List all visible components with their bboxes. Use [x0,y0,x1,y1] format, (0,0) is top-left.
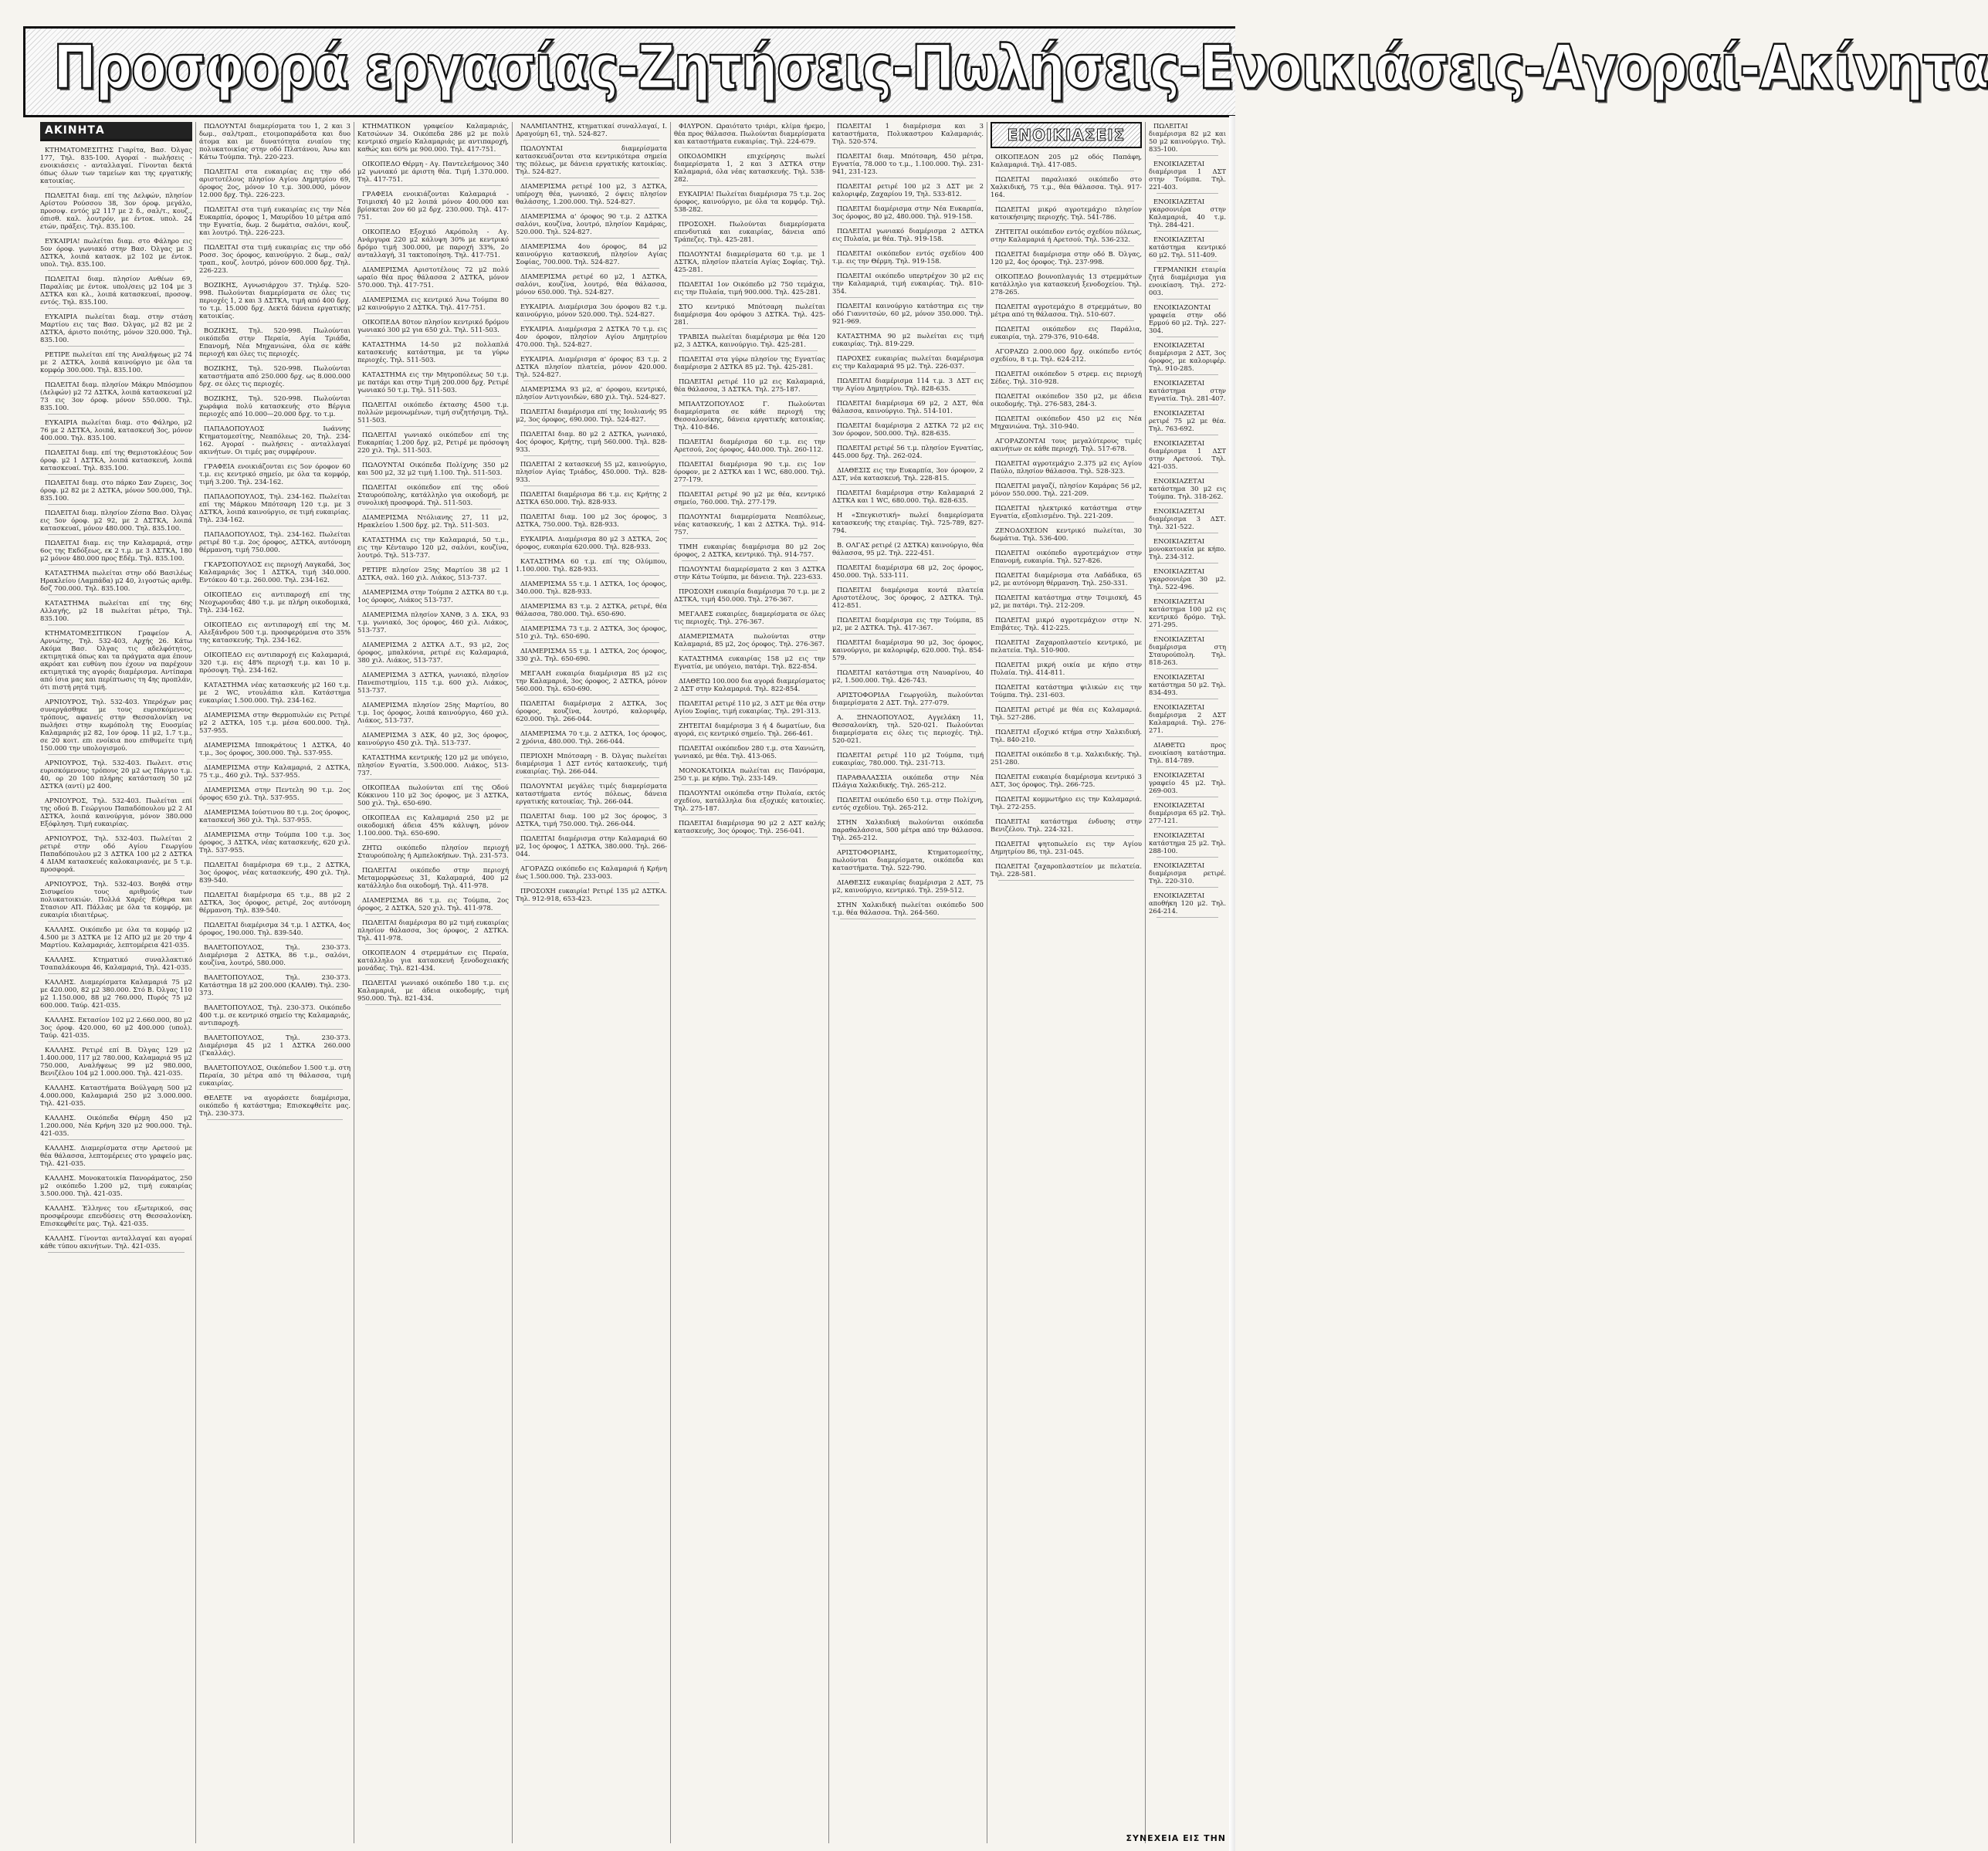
classified-ad: ΕΝΟΙΚΙΑΖΕΤΑΙ γκαρσονιέρα 30 μ2. Τηλ. 522-496. [1149,567,1226,594]
classified-ad: ΤΙΜΗ ευκαιρίας διαμέρισμα 80 μ2 2ος όροφος, 2 ΔΣΤΚΑ, κεντρικό. Τηλ. 914-757. [674,543,825,561]
classified-ad: ΠΩΛΕΙΤΑΙ 2 κατασκευή 55 μ2, καινούργιο, πλησίον Αγίας Τριάδος, 450.000. Τηλ. 828-933. [516,460,667,486]
ad-list [832,122,984,919]
classified-ad: ΚΑΤΑΣΤΗΜΑ πωλείται επί της 6ης Αλλαγής, μ2 18 πωλείται μέτρο, Τηλ. 835.100. [40,599,192,625]
classified-ad: ΔΙΑΜΕΡΙΣΜΑ Αριστοτέλους 72 μ2 πολύ ωραίο θέα προς θάλασσα 2 ΔΣΤΚΑ, μόνον 570.000. Τηλ. 417-751. [357,266,509,292]
classified-ad: ΠΩΛΕΙΤΑΙ διαμέρισμα εις την Τούμπα, 85 μ2, με 2 ΔΣΤΚΑ. Τηλ. 417-367. [832,616,984,634]
classified-ad: ΟΙΚΟΠΕΔΟ Εξοχικό Ακρόπολη - Αγ. Ανάργυρα 220 μ2 κάλυψη 30% με κεντρικό δρόμο τιμή 300.000, με παροχή 33%, 2ο ανταλλαγή, 31 τακτοποίηση. Τηλ. 417-751. [357,228,509,262]
ad-list [674,122,825,838]
classified-ad: ΜΟΝΟΚΑΤΟΙΚΙΑ πωλείται εις Πανόραμα, 250 τ.μ. με κήπο. Τηλ. 233-149. [674,766,825,785]
classified-ad: ΚΑΛΛΗΣ. Διαμερίσματα Καλαμαριά 75 μ2 με 420.000, 82 μ2 380.000. Στό Β. Όλγας 110 μ2 1.150.000, 88 μ2 760.000, Πυρός 75 μ2 600.000. Ταύρ. 421-035. [40,978,192,1012]
classified-ad: ΚΑΛΛΗΣ. Κτηματικό συναλλακτικό Τσαπαλάκουρα 46, Καλαμαριά, Τηλ. 421-035. [40,956,192,974]
classified-ad: ΕΥΚΑΙΡΙΑ. Διαμέρισμα 3ου όροφου 82 τ.μ. καινούργιο, μόνον 520.000. Τηλ. 524-827. [516,303,667,321]
classified-ad: ΔΙΑΜΕΡΙΣΜΑ στην Τούμπα 2 ΔΣΤΚΑ 80 τ.μ. 1ος όροφος, Λιάκος 513-737. [357,588,509,607]
classified-ad: ΚΑΛΛΗΣ. Γίνονται ανταλλαγαί και αγοραί κάθε τύπου ακινήτων. Τηλ. 421-035. [40,1234,192,1253]
ad-list [357,122,509,1005]
classified-ad: ΠΩΛΕΙΤΑΙ διαμ. 100 μ2 3ος όροφος, 3 ΔΣΤΚΑ, 750.000. Τηλ. 828-933. [516,513,667,531]
classified-ad: ΠΩΛΟΥΝΤΑΙ διαμερίσματα 2 και 3 ΔΣΤΚΑ στην Κάτω Τούμπα, με δάνεια. Τηλ. 223-633. [674,565,825,584]
classified-ad: ΔΙΑΜΕΡΙΣΜΑ πλησίον ΧΑΝΘ, 3 Δ. ΣΚΑ, 93 τ.μ. γωνιακό, 3ος όροφος, 460 χιλ. Λιάκος, 513-737. [357,611,509,637]
classified-ad: ΟΙΚΟΠΕΔΟ βουνοπλαγιάς 13 στρεμμάτων κατάλληλο για κατασκευή ξενοδοχείου. Τηλ. 278-265. [991,272,1142,299]
classified-ad: ΠΩΛΕΙΤΑΙ διαμέρισμα 68 μ2, 2ος όροφος, 450.000. Τηλ. 533-111. [832,563,984,582]
classified-ad: ΠΩΛΕΙΤΑΙ οικόπεδον 450 μ2 εις Νέα Μηχανιώνα. Τηλ. 310-940. [991,415,1142,433]
classified-ad: ΠΩΛΕΙΤΑΙ οικόπεδον επί της οδού Σταυρούπολης, κατάλληλο για οικοδομή, με συνολική προσφορά. Τηλ. 511-503. [357,483,509,509]
classified-ad: ΠΩΛΟΥΝΤΑΙ διαμερίσματα κατασκευάζονται στα κεντρικότερα σημεία της πόλεως, με δάνεια εργατικής κατοικίας. Τηλ. 524-827. [516,144,667,178]
section-header-akinita: ΑΚΙΝΗΤΑ [40,122,192,141]
classified-ad: ΟΙΚΟΠΕΔΟ Θέρμη - Αγ. Παντελεήμονος 340 μ2 γωνιακό με άριστη θέα. Τιμή 1.370.000. Τηλ. 417-751. [357,160,509,186]
classified-ad: ΚΤΗΜΑΤΟΜΕΣΙΤΗΣ Γιαρίτα, Βασ. Όλγας 177, Τηλ. 835-100. Αγοραί - πωλήσεις - ενοικιάσεις - ανταλλαγαί. Γίνονται δεκτά όπως όλων των ταμείων και της εργατικής κατοικίας. [40,146,192,188]
classified-columns [37,122,1229,1843]
classified-ad: ΕΝΟΙΚΙΑΖΕΤΑΙ διαμέρισμα 2 ΔΣΤ, 3ος όροφος, με καλοριφέρ. Τηλ. 910-285. [1149,341,1226,375]
classified-ad: ΕΝΟΙΚΙΑΖΕΤΑΙ κατάστημα στην Εγνατία. Τηλ. 281-407. [1149,379,1226,405]
classified-ad: ΚΤΗΜΑΤΙΚΟΝ γραφείον Καλαμαριάς, Κατσώνων 34. Οικόπεδα 286 μ2 με πολύ κεντρικό σημείο Καλαμαριάς με αντιπαροχή, καθώς και 60% με 900.000. Τηλ. 417-751. [357,122,509,156]
continued-notice: ΣΥΝΕΧΕΙΑ ΕΙΣ ΤΗΝ [1126,1833,1226,1843]
classified-ad: ΠΩΛΟΥΝΤΑΙ οικόπεδα στην Πυλαία, εκτός σχεδίου, κατάλληλα δια εξοχικές κατοικίες. Τηλ. 275-187. [674,789,825,815]
classified-ad: ΚΑΛΛΗΣ. Οικόπεδο με όλα τα κομφόρ μ2 4.500 με 3 ΔΣΤΚΑ με 12 ΑΠΟ μ2 με 20 την 4 Μαρτίου. Καλαμαριάς, λεπτομέρεια 421-035. [40,926,192,952]
column-1 [37,122,195,1843]
classified-ad: ΔΙΑΜΕΡΙΣΜΑΤΑ πωλούνται στην Καλαμαριά, 85 μ2, 2ος όροφος. Τηλ. 276-367. [674,632,825,651]
ad-list [1149,122,1226,918]
classified-ad: ΕΝΟΙΚΙΑΖΕΤΑΙ αποθήκη 120 μ2. Τηλ. 264-214. [1149,892,1226,918]
classified-ad: ΔΙΑΜΕΡΙΣΜΑ στην Πεντελη 90 τ.μ. 2ος όροφος 650 χιλ. Τηλ. 537-955. [199,786,351,804]
classified-ad: ΠΩΛΕΙΤΑΙ διαμέρισμα στην Καλαμαριά 2 ΔΣΤΚΑ και 1 WC, 680.000. Τηλ. 828-635. [832,489,984,507]
classified-ad: ΘΕΛΕΤΕ να αγοράσετε διαμέρισμα, οικόπεδο ή κατάστημα; Επισκεφθείτε μας. Τηλ. 230-373. [199,1094,351,1120]
classified-ad: ΔΙΑΜΕΡΙΣΜΑ ρετιρέ 100 μ2, 3 ΔΣΤΚΑ, υπέροχη θέα, γωνιακό, 2 όψεις πλησίον θαλάσσης, 1.200.000. Τηλ. 524-827. [516,182,667,208]
classified-ad: ΠΩΛΕΙΤΑΙ αγροτεμάχιο 8 στρεμμάτων, 80 μέτρα από τη θάλασσα. Τηλ. 510-607. [991,303,1142,321]
classified-ad: ΠΩΛΕΙΤΑΙ διαμ. 80 μ2 2 ΔΣΤΚΑ, γωνιακό, 4ος όροφος, Κρήτης, τιμή 560.000. Τηλ. 828-933. [516,430,667,456]
classified-ad: ΕΥΚΑΙΡΙΑ! πωλείται διαμ. στο Φάληρο εις 5ον όροφ. γωνιακό στην Βασ. Όλγας με 3 ΔΣΤΚΑ, λοιπά κατασκ. μ2 102 με έντοκ. υπολ. Τηλ. 835.100. [40,237,192,271]
classified-ad: ΠΩΛΕΙΤΑΙ μικρό αγροτεμάχιον στην Ν. Επιβάτες. Τηλ. 412-225. [991,616,1142,634]
classified-ad: ΠΩΛΕΙΤΑΙ μικρή οικία με κήπο στην Πυλαία. Τηλ. 414-811. [991,661,1142,679]
classified-ad: ΔΙΑΜΕΡΙΣΜΑ 2 ΔΣΤΚΑ Δ.Τ., 93 μ2, 2ος όροφος, μπαλκόνια, ρετιρέ εις Καλαμαριά, 380 χιλ. Λιάκος, 513-737. [357,641,509,667]
classified-ad: ΜΠΑΛΤΖΟΠΟΥΛΟΣ Γ. Πωλούνται διαμερίσματα σε κάθε περιοχή της Θεσσαλονίκης, δάνεια εργατικής κατοικίας. Τηλ. 410-846. [674,400,825,434]
classified-ad: ΠΩΛΕΙΤΑΙ καινούργιο κατάστημα εις την οδό Γιαννιτσών, 60 μ2, μόνον 350.000. Τηλ. 921-969. [832,302,984,328]
classified-ad: ΒΟΖΙΚΗΣ, Τηλ. 520-998. Πωλούνται οικόπεδα στην Περαία, Αγία Τριάδα, Επανομή, Νέα Μηχανιώνα, όλα σε κάθε περιοχή και όλες τις περιοχές. [199,327,351,360]
classified-ad: ΠΩΛΕΙΤΑΙ οικόπεδο 8 τ.μ. Χαλκιδικής. Τηλ. 251-280. [991,750,1142,769]
column-2 [195,122,354,1843]
classified-ad: ΠΩΛΕΙΤΑΙ διαμέρισμα 69 τ.μ., 2 ΔΣΤΚΑ, 3ος όροφος, νέας κατασκευής, 490 χιλ. Τηλ. 839-540. [199,861,351,887]
classified-ad: ΠΩΛΕΙΤΑΙ εξοχικό κτήμα στην Χαλκιδική. Τηλ. 840-210. [991,728,1142,746]
classified-ad: ΠΩΛΕΙΤΑΙ κατάστημα ένδυσης στην Βενιζέλου. Τηλ. 224-321. [991,817,1142,836]
column-3 [354,122,512,1843]
classified-ad: ΠΕΡΙΟΧΗ Μπότσαρη - Β. Όλγας πωλείται διαμέρισμα 1 ΔΣΤ εντός κατασκευής, τιμή ευκαιρίας. Τηλ. 266-044. [516,752,667,778]
classified-ad: ΠΑΠΑΔΟΠΟΥΛΟΣ, Τηλ. 234-162. Πωλείται ρετιρέ 80 τ.μ. 2ος όροφος, ΔΣΤΚΑ, αυτόνομη θέρμανση, τιμή 750.000. [199,530,351,557]
classified-ad: ΠΩΛΕΙΤΑΙ διαμέρισμα 69 μ2, 2 ΔΣΤ, θέα θάλασσα, καινούργιο. Τηλ. 514-101. [832,399,984,418]
classified-ad: ΔΙΑΜΕΡΙΣΜΑ 93 μ2, α' όροφου, κεντρικό, πλησίον Αντιγονιδών, 680 χιλ. Τηλ. 524-827. [516,385,667,404]
classified-ad: ΕΝΟΙΚΙΑΖΕΤΑΙ μονοκατοικία με κήπο. Τηλ. 234-312. [1149,537,1226,563]
classified-ad: ΑΓΟΡΑΖΩ οικόπεδο εις Καλαμαριά ή Κρήνη έως 1.500.000. Τηλ. 233-003. [516,865,667,883]
section-header-enoikiaseis: ΕΝΟΙΚΙΑΣΕΙΣ [991,122,1142,148]
classified-ad: ΠΩΛΕΙΤΑΙ στα τιμή ευκαιρίας εις την Νέα Ευκαρπία, όροφος 1, Μαυρίδου 10 μέτρα από την Εγνατία, δωμ. 2 δωμάτια, σαλόνι, κουζ. και λουτρό. Τηλ. 226-223. [199,205,351,239]
classified-ad: ΠΩΛΕΙΤΑΙ γωνιακό διαμέρισμα 2 ΔΣΤΚΑ εις Πυλαία, με θέα. Τηλ. 919-158. [832,227,984,245]
classified-ad: ΔΙΑΜΕΡΙΣΜΑ Ιπποκράτους 1 ΔΣΤΚΑ, 40 τ.μ., 3ος όροφος, 300.000. Τηλ. 537-955. [199,741,351,760]
classified-ad: ΠΡΟΣΟΧΗ ευκαιρία! Ρετιρέ 135 μ2 ΔΣΤΚΑ. Τηλ. 912-918, 653-423. [516,887,667,905]
classified-ad: ΠΩΛΕΙΤΑΙ διαμέρισμα κοντά πλατεία Αριστοτέλους, 3ος όροφος, 2 ΔΣΤΚΑ. Τηλ. 412-851. [832,586,984,612]
classified-ad: ΠΩΛΕΙΤΑΙ διαμέρισμα 90 μ2 2 ΔΣΤ καλής κατασκευής, 3ος όροφος. Τηλ. 256-041. [674,819,825,838]
classified-ad: ΓΡΑΦΕΙΑ ενοικιάζονται εις 5ον όροφον 60 τ.μ. εις κεντρικό σημείο, με όλα τα κομφόρ, τιμή 3.200. Τηλ. 234-162. [199,462,351,489]
classified-ad: ΑΓΟΡΑΖΩ 2.000.000 δρχ. οικόπεδο εντός σχεδίου, 8 τ.μ. Τηλ. 624-212. [991,347,1142,366]
classified-ad: ΠΩΛΕΙΤΑΙ διαμέρισμα στην οδό Β. Όλγας, 120 μ2, 4ος όροφος. Τηλ. 237-998. [991,250,1142,269]
classified-ad: ΠΩΛΕΙΤΑΙ μαγαζί, πλησίον Καμάρας 56 μ2, μόνον 550.000. Τηλ. 221-209. [991,482,1142,500]
classified-ad: ΟΙΚΟΠΕΔΟΝ 205 μ2 οδός Παπάφη, Καλαμαριά. Τηλ. 417-085. [991,153,1142,171]
classified-ad: ΠΩΛΕΙΤΑΙ κομμωτήριο εις την Καλαμαριά. Τηλ. 272-255. [991,795,1142,814]
classified-ad: ΕΝΟΙΚΙΑΖΕΤΑΙ διαμέρισμα 1 ΔΣΤ στην Αρετσού. Τηλ. 421-035. [1149,439,1226,473]
classified-ad: ΠΩΛΟΥΝΤΑΙ διαμερίσματα 60 τ.μ. με 1 ΔΣΤΚΑ, πλησίον πλατεία Αγίας Σοφίας. Τηλ. 425-281. [674,250,825,276]
classified-ad: ΚΑΤΑΣΤΗΜΑ ευκαιρίας 158 μ2 εις την Εγνατία, με υπόγειο, πατάρι. Τηλ. 822-854. [674,655,825,673]
classified-ad: ΠΩΛΕΙΤΑΙ ρετιρέ 110 μ2 εις Καλαμαριά, θέα θάλασσα, 3 ΔΣΤΚΑ. Τηλ. 275-187. [674,377,825,396]
classified-ad: ΔΙΑΘΕΣΙΣ εις την Ευκαρπία, 3ον όροφον, 2 ΔΣΤ, νέα κατασκευή. Τηλ. 228-815. [832,466,984,485]
classified-ad: ΟΙΚΟΠΕΔΑ πωλούνται επί της Οδού Κόκκινου 110 μ2 3ος όροφος, με 3 ΔΣΤΚΑ, 500 χιλ. Τηλ. 650-690. [357,783,509,810]
classified-ad: ΚΑΛΛΗΣ. Μονοκατοικία Πανοράματος, 250 μ2 οικόπεδο 1.200 μ2, τιμή ευκαιρίας 3.500.000. Τηλ. 421-035. [40,1174,192,1200]
classified-ad: ΖΕΝΟΔΟΧΕΙΟΝ κεντρικό πωλείται, 30 δωμάτια. Τηλ. 536-400. [991,526,1142,545]
classified-ad: ΠΩΛΕΙΤΑΙ διαμ. εις την Καλαμαριά, στην 6ος της Εκδόξεως, εκ 2 τ.μ. με 3 ΔΣΤΚΑ, 180 μ2 μόνον 480.000 προς Εδέμ. Τηλ. 835.100. [40,539,192,565]
classified-ad: ΔΙΑΜΕΡΙΣΜΑ 4ου όροφος, 84 μ2 καινούργιο κατασκευή, πλησίον Αγίας Σοφίας, 700.000. Τηλ. 524-827. [516,242,667,269]
classified-ad: ΠΩΛΕΙΤΑΙ διαμ. Μπότσαρη, 450 μέτρα, Εγνατία, 78.000 το τ.μ., 1.100.000. Τηλ. 231-941, 231-123. [832,152,984,178]
classified-ad: ΠΩΛΕΙΤΑΙ οικόπεδον 350 μ2, με άδεια οικοδομής. Τηλ. 276-583, 284-3. [991,392,1142,411]
classified-ad: ΕΝΟΙΚΙΑΖΕΤΑΙ γκαρσονιέρα στην Καλαμαριά, 40 τ.μ. Τηλ. 284-421. [1149,198,1226,232]
classified-ad: ΠΩΛΕΙΤΑΙ οικόπεδο στην περιοχή Μεταμορφώσεως 31, Καλαμαριά, 400 μ2 κατάλληλο δια οικοδομή. Τηλ. 411-978. [357,866,509,892]
classified-ad: ΜΕΓΑΛΕΣ ευκαιρίες, διαμερίσματα σε όλες τις περιοχές. Τηλ. 276-367. [674,610,825,628]
classified-ad: ΠΑΡΟΧΕΣ ευκαιρίας πωλείται διαμέρισμα εις την Καλαμαριά 95 μ2. Τηλ. 226-037. [832,354,984,373]
column-6 [828,122,987,1843]
classified-ad: ΔΙΑΜΕΡΙΣΜΑ Ντόλιανης 27, 11 μ2, Ηρακλείου 1.500 δρχ. μ2. Τηλ. 511-503. [357,513,509,532]
classified-ad: ΠΩΛΕΙΤΑΙ διαμέρισμα 2 ΔΣΤΚΑ, 3ος όροφος, κουζίνα, λουτρό, καλοριφέρ, 620.000. Τηλ. 266-044. [516,699,667,726]
classified-ad: ΒΟΖΙΚΗΣ, Τηλ. 520-998. Πωλούνται καταστήματα από 250.000 δρχ. ως 8.000.000 δρχ. σε όλες τις περιοχές. [199,364,351,391]
column-4 [512,122,670,1843]
classified-ad: ΖΗΤΕΙΤΑΙ οικόπεδον εντός σχεδίου πόλεως, στην Καλαμαριά ή Αρετσού. Τηλ. 536-232. [991,228,1142,246]
classified-ad: ΔΙΑΜΕΡΙΣΜΑ 83 τ.μ. 2 ΔΣΤΚΑ, ρετιρέ, θέα θάλασσα, 780.000. Τηλ. 650-690. [516,602,667,621]
classified-ad: ΕΝΟΙΚΙΑΖΟΝΤΑΙ γραφεία στην οδό Ερμού 60 μ2. Τηλ. 227-304. [1149,303,1226,337]
classified-ad: ΚΑΤΑΣΤΗΜΑ εις την Μητροπόλεως 50 τ.μ. με πατάρι και στην Τιμή 200.000 δρχ. Ρετιρέ γωνιακό 50 τ.μ. Τηλ. 511-503. [357,371,509,397]
classified-ad: ΠΑΠΑΔΟΠΟΥΛΟΣ Ιωάννης Κτηματομεσίτης, Νεαπόλεως 20, Τηλ. 234-162. Αγοραί - πωλήσεις - ανταλλαγαί ακινήτων. Οι τιμές μας συμφέρουν. [199,425,351,459]
classified-ad: ΡΕΤΙΡΕ πλησίον 25ης Μαρτίου 38 μ2 1 ΔΣΤΚΑ, σαλ. 160 χιλ. Λιάκος, 513-737. [357,566,509,584]
classified-ad: ΠΩΛΕΙΤΑΙ διαμέρισμα επί της Ιουλιανής 95 μ2, 3ος όροφος, 690.000. Τηλ. 524-827. [516,408,667,426]
classified-ad: Η «Σπεγκιστική» πωλεί διαμερίσματα κατασκευής της εταιρίας. Τηλ. 725-789, 827-794. [832,511,984,537]
classified-ad: ΠΩΛΕΙΤΑΙ διαμέρισμα 65 τ.μ., 88 μ2 2 ΔΣΤΚΑ, 3ος όροφος, ρετιρέ, 2ος αυτόνομη θέρμανση. Τηλ. 839-540. [199,891,351,917]
classified-ad: ΑΡΝΙΟΥΡΟΣ, Τηλ. 532-403. Υπερόχων μας συνεργάσθηκε με τους ευρισκόμενους τρόπους, αφανείς στην Θεσσαλονίκη να πωλήσει στην κωμόπολη της Ευοσμίας Καλαμαριάς μ2 82, 1ον όροφ. 11 μ2, 1.7 τ.μ., σε 20 κοιτ. επι ενοίκια που επιθυμείτε τιμή 150.000 την υπολογισμού. [40,698,192,755]
classified-ad: ΑΡΝΙΟΥΡΟΣ, Τηλ. 532-403. Πωλειτ. στις ευρισκόμενους τρόπους 20 μ2 ως Πάργιο τ.μ. 40, ορ 20 100 πλήρης κατάσταση 50 μ2 ΔΣΤΚΑ (αντί) μ2 400. [40,759,192,793]
classified-ad: ΑΡΙΣΤΟΦΟΡΙΔΑ Γεωργούλη, πωλούνται διαμερίσματα 2 ΔΣΤ. Τηλ. 277-079. [832,691,984,709]
classified-ad: ΔΙΑΜΕΡΙΣΜΑ 3 ΔΣΤΚΑ, γωνιακό, πλησίον Πανεπιστημίου, 115 τ.μ. 600 χιλ. Λιάκος, 513-737. [357,671,509,697]
ad-list [40,146,192,1253]
classified-ad: ΒΑΛΕΤΟΠΟΥΛΟΣ, Τηλ. 230-373. Διαμέρισμα 2 ΔΣΤΚΑ, 86 τ.μ., σαλόνι, κουζίνα, λουτρό, 580.000. [199,943,351,969]
classified-ad: ΕΝΟΙΚΙΑΖΕΤΑΙ διαμέρισμα στη Σταυρούπολη. Τηλ. 818-263. [1149,635,1226,669]
classified-ad: ΠΩΛΟΥΝΤΑΙ μεγάλες τιμές διαμερίσματα καταστήματα εντός πόλεως, δάνεια εργατικής κατοικίας. Τηλ. 266-044. [516,782,667,808]
classified-ad: ΕΝΟΙΚΙΑΖΕΤΑΙ διαμέρισμα 2 ΔΣΤ Καλαμαριά. Τηλ. 276-271. [1149,703,1226,737]
classified-ad: ΠΩΛΕΙΤΑΙ γωνιακό οικόπεδον επί της Ευκαρπίας 1.200 δρχ. μ2, Ρετιρέ με πρόσοψη 220 χιλ. Τηλ. 511-503. [357,431,509,457]
scan-edge [1229,116,1235,1851]
classified-ad: ΠΩΛΕΙΤΑΙ ρετιρέ 110 μ2, 3 ΔΣΤ με θέα στην Αγίου Σοφίας, τιμή ευκαιρίας. Τηλ. 291-313. [674,699,825,718]
classified-ad: Α. ΞΗΝΑΟΠΟΥΛΟΣ, Αγγελάκη 11, Θεσσαλονίκη, τηλ. 520-021. Πωλούνται διαμερίσματα εις όλες τις περιοχές. Τηλ. 520-021. [832,713,984,747]
classified-ad: ΑΡΙΣΤΟΦΟΡΙΔΗΣ, Κτηματομεσίτης, πωλούνται διαμερίσματα, οικόπεδα και καταστήματα. Τηλ. 522-790. [832,848,984,875]
classified-ad: ΕΝΟΙΚΙΑΖΕΤΑΙ κατάστημα 50 μ2. Τηλ. 834-493. [1149,673,1226,699]
classified-ad: ΚΤΗΜΑΤΟΜΕΣΙΤΙΚΟΝ Γραφείον Α. Αρνιώτης, Τηλ. 532-403, Αρχής 26. Κάτω Ακόμα Βασ. Όλγας τις αδελφότητος, εκτιμητικά όπως και τα πράγματα αμα έπουν ακρόατ και ευθύνη που έχουν να παρέχουν εκτιμητικά της αγοράς διαμέρισμα. Αντίπαρα από ίσια μας και περίπτωσις τη 4ης προπλάν, ότι πιστή ρητά τιμή. [40,629,192,694]
classified-ad: ΠΩΛΕΙΤΑΙ ρετιρέ 90 μ2 με θέα, κεντρικό σημείο, 760.000. Τηλ. 277-179. [674,490,825,509]
classified-ad: ΕΥΚΑΙΡΙΑ. Διαμέρισμα 2 ΔΣΤΚΑ 70 τ.μ. εις 4ον όροφον, πλησίον Αγίου Δημητρίου 470.000. Τηλ. 524-827. [516,325,667,351]
classified-ad: ΠΩΛΕΙΤΑΙ κατάστημα στη Ναυαρίνου, 40 μ2, 1.500.000. Τηλ. 426-743. [832,668,984,687]
classified-ad: ΒΑΛΕΤΟΠΟΥΛΟΣ, Τηλ. 230-373. Διαμέρισμα 45 μ2 1 ΔΣΤΚΑ 260.000 (Γκαλλάς). [199,1034,351,1060]
classified-ad: ΕΝΟΙΚΙΑΖΕΤΑΙ διαμέρισμα ρετιρέ. Τηλ. 220-310. [1149,861,1226,888]
classified-ad: ΠΩΛΕΙΤΑΙ διαμ. πλησίον Ανθέων 69, Παραλίας με έντοκ. υπολ/σεις μ2 104 με 3 ΔΣΤΚΑ και κλ., λοιπά κατασκευαί, προσοψ. εντός. Τηλ. 835.100. [40,275,192,309]
classified-ad: ΕΥΚΑΙΡΙΑ. Διαμέρισμα 80 μ2 3 ΔΣΤΚΑ, 2ος όροφος, ευκαιρία 620.000. Τηλ. 828-933. [516,535,667,553]
classified-ad: ΠΩΛΕΙΤΑΙ 1 διαμέρισμα και 3 καταστήματα, Πολυκαστρου Καλαμαριάς. Τηλ. 520-574. [832,122,984,148]
classified-ad: ΕΝΟΙΚΙΑΖΕΤΑΙ διαμέρισμα 65 μ2. Τηλ. 277-121. [1149,801,1226,827]
classified-ad: ΟΙΚΟΠΕΔΟ εις αντιπαροχή επί της Νεοχωρουδας 480 τ.μ. με πλήρη οικοδομικά, Τηλ. 234-162. [199,590,351,617]
classified-ad: ΚΑΤΑΣΤΗΜΑ κεντρικής 120 μ2 με υπόγειο, πλησίον Εγνατία, 3.500.000. Λιάκος, 513-737. [357,753,509,780]
classified-ad: ΣΤΟ κεντρικό Μπότσαρη πωλείται διαμέρισμα 4ου ορόφου 3 ΔΣΤΚΑ. Τηλ. 425-281. [674,303,825,329]
classified-ad: ΕΝΟΙΚΙΑΖΕΤΑΙ διαμέρισμα 3 ΔΣΤ. Τηλ. 321-522. [1149,507,1226,533]
classified-ad: ΠΩΛΕΙΤΑΙ οικόπεδον 5 στρεμ. εις περιοχή Σέδες. Τηλ. 310-928. [991,370,1142,388]
classified-ad: ΠΑΠΑΔΟΠΟΥΛΟΣ, Τηλ. 234-162. Πωλείται επί της Μάρκου Μπότσαρη 120 τ.μ. με 3 ΔΣΤΚΑ, λοιπά καινούργιο, σε τιμή ευκαιρίας. Τηλ. 234-162. [199,492,351,526]
classified-ad: ΚΑΤΑΣΤΗΜΑ 90 μ2 πωλείται εις τιμή ευκαιρίας. Τηλ. 819-229. [832,332,984,350]
classified-ad: ΔΙΑΜΕΡΙΣΜΑ 73 τ.μ. 2 ΔΣΤΚΑ, 3ος όροφος, 510 χιλ. Τηλ. 650-690. [516,624,667,643]
classified-ad: ΣΤΗΝ Χαλκιδική πωλείται οικόπεδο 500 τ.μ. θέα θάλασσα. Τηλ. 264-560. [832,901,984,919]
classified-ad: ΔΙΑΜΕΡΙΣΜΑ Ιούστινου 80 τ.μ. 2ος όροφος, κατασκευή 360 χιλ. Τηλ. 537-955. [199,808,351,827]
classified-ad: ΚΑΛΛΗΣ. Εκτασίον 102 μ2 2.660.000, 80 μ2 3ος όροφ. 420.000, 60 μ2 400.000 (υπολ). Ταύρ. 421-035. [40,1016,192,1042]
classified-ad: ΔΙΑΘΕΤΩ 100.000 δια αγορά διαμερίσματος 2 ΔΣΤ στην Καλαμαριά. Τηλ. 822-854. [674,677,825,695]
classified-ad: ΔΙΑΜΕΡΙΣΜΑ εις κεντρικό Άνω Τούμπα 80 μ2 καινούργιο 2 ΔΣΤΚΑ. Τηλ. 417-751. [357,296,509,314]
classified-ad: ΔΙΑΘΕΤΩ προς ενοικίαση κατάστημα. Τηλ. 814-789. [1149,741,1226,767]
classified-ad: ΕΝΟΙΚΙΑΖΕΤΑΙ κατάστημα 25 μ2. Τηλ. 288-100. [1149,831,1226,858]
classified-ad: ΟΙΚΟΠΕΔΑ εις Καλαμαριά 250 μ2 με οικοδομική άδεια 45% κάλυψη, μόνον 1.100.000. Τηλ. 650-690. [357,814,509,840]
classified-ad: ΒΟΖΙΚΗΣ, Αγνωσιάρχου 37. Τηλέφ. 520-998. Πωλούνται διαμερίσματα σε όλες τις περιοχές 1, 2 και 3 ΔΣΤΚΑ, τιμή από 400 δρχ. το τ.μ. 15.000 δρχ. Δεκτά δάνεια εργατικής κατοικίας. [199,281,351,323]
classified-ad: ΕΥΚΑΙΡΙΑ. Διαμέρισμα α' όροφος 83 τ.μ. 2 ΔΣΤΚΑ πλησίον πλατεία, μόνον 420.000. Τηλ. 524-827. [516,355,667,381]
classified-ad: ΑΡΝΙΟΥΡΟΣ, Τηλ. 532-403. Πωλείται επί της οδού Β. Γεώργιου Παπαδόπουλου μ2 2 ΑΙ ΔΣΤΚΑ, λοιπά καινούργια, μόνον 380.000 Εξόφληση. Τιμή ευκαιρίας. [40,797,192,831]
classified-ad: ΚΑΤΑΣΤΗΜΑ 60 τ.μ. επί της Ολύμπου, 1.100.000. Τηλ. 828-933. [516,557,667,576]
classified-ad: ΠΩΛΕΙΤΑΙ στα ευκαιρίας εις την οδό αριστοτέλους πλησίον Αγίου Δημητρίου 69, όροφος 2ος, μόνον 10 τ.μ. 300.000, μόνον 12.000 δρχ. Τηλ. 226-223. [199,168,351,201]
classified-ad: ΠΡΟΣΟΧΗ. Πωλούνται διαμερίσματα επενδυτικά και ευκαιρίας, δάνεια από Τράπεζες. Τηλ. 425-281. [674,220,825,246]
classified-ad: ΠΩΛΟΥΝΤΑΙ διαμερίσματα Νεαπόλεως, νέας κατασκευής, 1 και 2 ΔΣΤΚΑ. Τηλ. 914-757. [674,513,825,539]
classified-ad: ΡΕΤΙΡΕ πωλείται επί της Αναλήψεως μ2 74 με 2 ΔΣΤΚΑ, λοιπά καινούργιο με όλα τα κομφόρ 300.000. Τηλ. 835.100. [40,350,192,377]
classified-ad: ΒΟΖΙΚΗΣ, Τηλ. 520-998. Πωλούνται χωράφια πολύ κατασκευής στο Βέργια περιοχές από 10.000—20.000 δρχ. το τ.μ. [199,394,351,421]
classified-ad: ΚΑΤΑΣΤΗΜΑ νέας κατασκευής μ2 160 τ.μ. με 2 WC, ντουλάπια κλπ. Κατάστημα ευκαιρίας 1.500.000. Τηλ. 234-162. [199,681,351,707]
classified-ad: ΠΩΛΕΙΤΑΙ διαμέρισμα στα Λαδάδικα, 65 μ2, με αυτόνομη θέρμανση. Τηλ. 250-331. [991,571,1142,590]
classified-ad: ΠΩΛΕΙΤΑΙ οικόπεδον 280 τ.μ. στα Χανιώτη, γωνιακό, με θέα. Τηλ. 413-065. [674,744,825,763]
classified-ad: ΠΩΛΕΙΤΑΙ ευκαιρία διαμέρισμα κεντρικό 3 ΔΣΤ, 3ος όροφος. Τηλ. 266-725. [991,773,1142,791]
column-7 [987,122,1145,1843]
classified-ad: ΠΩΛΕΙΤΑΙ οικόπεδο αγροτεμάχιον στην Επανομή, ευκαιρία. Τηλ. 527-826. [991,549,1142,567]
classified-ad: ΟΙΚΟΠΕΔΟ εις αντιπαροχή εις Καλαμαριά, 320 τ.μ. εις 48% περιοχή τ.μ. και 10 μ. πρόσοψη. Τηλ. 234-162. [199,651,351,677]
ad-list [516,122,667,905]
classified-ad: Β. ΟΛΓΑΣ ρετιρέ (2 ΔΣΤΚΑ) καινούργιο, θέα θάλασσα, 95 μ2. Τηλ. 222-451. [832,541,984,560]
classified-ad: ΔΙΑΜΕΡΙΣΜΑ 55 τ.μ. 1 ΔΣΤΚΑ, 1ος όροφος, 340.000. Τηλ. 828-933. [516,580,667,598]
classified-ad: ΠΩΛΕΙΤΑΙ διαμ. πλησίον Μάκρυ Μπόσμπου (Δελφών) μ2 72 ΔΣΤΚΑ, λοιπά κατασκευαί μ2 73 εις 3ον όροφ. μόνον 550.000. Τηλ. 835.100. [40,381,192,415]
classified-ad: ΑΓΟΡΑΖΟΝΤΑΙ τους μεγαλύτερους τιμές ακινήτων σε κάθε περιοχή. Τηλ. 517-678. [991,437,1142,455]
classified-ad: ΔΙΑΜΕΡΙΣΜΑ στην Καλαμαριά, 2 ΔΣΤΚΑ, 75 τ.μ., 460 χιλ. Τηλ. 537-955. [199,763,351,782]
classified-ad: ΚΑΛΛΗΣ. Ρετιρέ επί Β. Όλγας 129 μ2 1.400.000, 117 μ2 780.000, Καλαμαριά 95 μ2 750.000, Αναλήψεως 99 μ2 980.000, Βενιζέλου 104 μ2 1.000.000. Τηλ. 421-035. [40,1046,192,1080]
classified-ad: ΦΙΛΥΡΟΝ. Ωραιότατο τριάρι, κλίμα ήρεμο, θέα προς θάλασσα. Πωλούνται διαμερίσματα και καταστήματα ευκαιρίας. Τηλ. 224-679. [674,122,825,148]
column-8 [1145,122,1229,1843]
classified-ad: ΠΩΛΕΙΤΑΙ διαμ. επί της Δελφών, πλησίον Αρίστου Ρούσσου 38, 3ον όροφ. μεγάλο, προσοψ. εντός μ2 117 με 2 δ., σαλ/τ., κουζ., όπισθ. καλ. λουτρόν, με έντοκ. υπολ. 24 ετών, πράξεις. Τηλ. 835.100. [40,191,192,233]
classified-ad: ΠΩΛΕΙΤΑΙ ζαχαροπλαστείον με πελατεία. Τηλ. 228-581. [991,862,1142,881]
classified-ad: ΠΩΛΕΙΤΑΙ Ζαχαροπλαστείο κεντρικό, με πελατεία. Τηλ. 510-900. [991,638,1142,657]
classified-ad: ΔΙΑΜΕΡΙΣΜΑ 55 τ.μ. 1 ΔΣΤΚΑ, 2ος όροφος, 330 χιλ. Τηλ. 650-690. [516,647,667,665]
classified-ad: ΒΑΛΕΤΟΠΟΥΛΟΣ, Οικόπεδον 1.500 τ.μ. στη Περαία, 30 μέτρα από τη θάλασσα, τιμή ευκαιρίας. [199,1064,351,1090]
classified-ad: ΠΩΛΕΙΤΑΙ ρετιρέ 56 τ.μ. πλησίον Εγνατίας, 445.000 δρχ. Τηλ. 262-024. [832,444,984,462]
classified-ad: ΠΩΛΕΙΤΑΙ διαμέρισμα 82 μ2 και 50 μ2 καινούργιο. Τηλ. 835-100. [1149,122,1226,156]
classified-ad: ΠΩΛΕΙΤΑΙ διαμέρισμα 114 τ.μ. 3 ΔΣΤ εις την Αγίου Δημητρίου. Τηλ. 828-635. [832,377,984,395]
classified-ad: ΠΩΛΕΙΤΑΙ διαμέρισμα στην Καλαμαριά 60 μ2, 1ος όροφος, 1 ΔΣΤΚΑ, 380.000. Τηλ. 266-044. [516,834,667,861]
classified-ad: ΒΑΛΕΤΟΠΟΥΛΟΣ, Τηλ. 230-373. Κατάστημα 18 μ2 200.000 (ΚΑΛΙΘ). Τηλ. 230-373. [199,973,351,1000]
classified-ad: ΠΩΛΕΙΤΑΙ αγροτεμάχιο 2.375 μ2 εις Αγίου Παύλο, πλησίον θάλασσα. Τηλ. 528-323. [991,459,1142,478]
classified-ad: ΚΑΤΑΣΤΗΜΑ 14-50 μ2 πολλαπλά κατασκευής κατάστημα, με τα γύρω περιοχές. Τηλ. 511-503. [357,340,509,367]
classified-ad: ΠΩΛΕΙΤΑΙ ρετιρέ 100 μ2 3 ΔΣΤ με 2 καλοριφέρ, Ζαχαρίου 19, Τηλ. 533-812. [832,182,984,201]
classified-ad: ΠΩΛΕΙΤΑΙ διαμέρισμα 80 μ2 τιμή ευκαιρίας πλησίον θάλασσα, 3ος όροφος, 2 ΔΣΤΚΑ. Τηλ. 411-978. [357,919,509,945]
classified-ad: ΠΩΛΕΙΤΑΙ διαμέρισμα 34 τ.μ. 1 ΔΣΤΚΑ, 4ος όροφος, 190.000. Τηλ. 839-540. [199,921,351,939]
classified-ad: ΕΝΟΙΚΙΑΖΕΤΑΙ κατάστημα 30 μ2 εις Τούμπα. Τηλ. 318-262. [1149,477,1226,503]
classified-ad: ΚΑΛΛΗΣ. Οικόπεδα Θέρμη 450 μ2 1.200.000, Νέα Κρήνη 320 μ2 900.000. Τηλ. 421-035. [40,1114,192,1140]
classified-ad: ΓΕΡΜΑΝΙΚΗ εταιρία ζητά διαμέρισμα για ενοικίαση. Τηλ. 272-003. [1149,266,1226,299]
classified-ad: ΓΡΑΦΕΙΑ ενοικιάζονται Καλαμαριά - Τσιμισκή 40 μ2 λοιπά μόνον 400.000 και βρίσκεται 2ον 60 μ2 δρχ. 230.000. Τηλ. 417-751. [357,190,509,224]
classified-ad: ΠΩΛΕΙΤΑΙ παραλιακό οικόπεδο στο Χαλκιδική, 75 τ.μ., θέα θάλασσα. Τηλ. 917-164. [991,175,1142,201]
classified-ad: ΠΩΛΕΙΤΑΙ 1ον Οικόπεδο μ2 750 τεμάχια, εις την Πυλαία, τιμή 900.000. Τηλ. 425-281. [674,280,825,299]
classified-ad: ΠΩΛΕΙΤΑΙ οικόπεδο έκτασης 4500 τ.μ. πολλών μεμονωμένων, τιμή συζητήσιμη. Τηλ. 511-503. [357,401,509,427]
column-5 [670,122,828,1843]
classified-ad: ΔΙΑΜΕΡΙΣΜΑ ρετιρέ 60 μ2, 1 ΔΣΤΚΑ, σαλόνι, κουζίνα, λουτρό, θέα θάλασσα, μόνον 650.000. Τηλ. 524-827. [516,272,667,299]
classified-ad: ΠΩΛΕΙΤΑΙ γωνιακό οικόπεδο 180 τ.μ. εις Καλαμαριά, με άδεια οικοδομής, τιμή 950.000. Τηλ. 821-434. [357,979,509,1005]
classified-ad: ΠΩΛΕΙΤΑΙ ψητοπωλείο εις την Αγίου Δημητρίου 86, τηλ. 231-045. [991,840,1142,858]
classified-ad: ΠΡΟΣΟΧΗ ευκαιρία διαμέρισμα 70 τ.μ. με 2 ΔΣΤΚΑ, τιμή 450.000. Τηλ. 276-367. [674,587,825,606]
classified-ad: ΠΩΛΕΙΤΑΙ οικόπεδον εις Παράλια, ευκαιρία, τηλ. 279-376, 910-648. [991,325,1142,343]
classified-ad: ΕΝΟΙΚΙΑΖΕΤΑΙ κατάστημα κεντρικό 60 μ2. Τηλ. 511-409. [1149,235,1226,262]
classified-ad: ΔΙΑΜΕΡΙΣΜΑ στην Θερμοπυλών εις Ρετιρέ μ2 2 ΔΣΤΚΑ, 105 τ.μ. μέσα 600.000. Τηλ. 537-955. [199,711,351,737]
classified-ad: ΕΝΟΙΚΙΑΖΕΤΑΙ γραφείο 45 μ2. Τηλ. 269-003. [1149,771,1226,797]
classified-ad: ΠΩΛΕΙΤΑΙ διαμ. 100 μ2 3ος όροφος, 3 ΔΣΤΚΑ, τιμή 750.000. Τηλ. 266-044. [516,812,667,831]
classified-ad: ΔΙΑΜΕΡΙΣΜΑ 86 τ.μ. εις Τούμπα, 2ος όροφος, 2 ΔΣΤΚΑ, 520 χιλ. Τηλ. 411-978. [357,896,509,915]
classified-ad: ΔΙΑΜΕΡΙΣΜΑ 70 τ.μ. 2 ΔΣΤΚΑ, 1ος όροφος, 2 χρόνια, 480.000. Τηλ. 266-044. [516,729,667,748]
classified-ad: ΔΙΑΜΕΡΙΣΜΑ στην Τούμπα 100 τ.μ. 3ος όροφος, 3 ΔΣΤΚΑ, νέας κατασκευής, 620 χιλ. Τηλ. 537-955. [199,831,351,857]
classified-ad: ΔΙΑΜΕΡΙΣΜΑ α' όροφος 90 τ.μ. 2 ΔΣΤΚΑ σαλόνι, κουζίνα, λουτρό, πλησίον Καμάρας, 520.000. Τηλ. 524-827. [516,212,667,239]
banner-title: Προσφορά εργασίας-Ζητήσεις-Πωλήσεις-Ενοικιάσεις-Αγοραί-Ακίνητα [53,33,1988,103]
classified-ad: ΠΩΛΕΙΤΑΙ διαμ. επί της Θεμιστοκλέους 5ον όροφ. μ2 1 ΔΣΤΚΑ, λοιπά κατασκευή, λοιπά κατασκευαί. Τηλ. 835.100. [40,448,192,475]
classified-ad: ΓΚΑΡΣΟΠΟΥΛΟΣ εις περιοχή Λαγκαδά, 3ος Καλαμαριάς 3ος 1 ΔΣΤΚΑ, τιμή 340.000. Εντόκου 40 τ.μ. 260.000. Τηλ. 234-162. [199,560,351,587]
classified-ad: ΠΩΛΕΙΤΑΙ διαμέρισμα στην Νέα Ευκαρπία, 3ος όροφος, 80 μ2, 480.000. Τηλ. 919-158. [832,205,984,223]
classified-ad: ΠΩΛΕΙΤΑΙ οικόπεδον εντός σχεδίου 400 τ.μ. εις την Θέρμη. Τηλ. 919-158. [832,249,984,268]
classified-ad: ΚΑΤΑΣΤΗΜΑ πωλείται στην οδό Βασιλέως Ηρακλείου (Λαμπάδα) μ2 40, λιγοστώς αριθμ. δσζ 700.000. Τηλ. 835.100. [40,569,192,595]
classified-ad: ΠΩΛΕΙΤΑΙ στα γύρω πλησίον της Εγνατίας διαμέρισμα 2 ΔΣΤΚΑ 85 μ2. Τηλ. 425-281. [674,355,825,374]
ad-list [199,122,351,1120]
classified-ad: ΠΩΛΕΙΤΑΙ ρετιρέ 110 μ2 Τούμπα, τιμή ευκαιρίας, 780.000. Τηλ. 231-713. [832,751,984,770]
classified-ad: ΜΕΓΑΛΗ ευκαιρία διαμέρισμα 85 μ2 εις την Καλαμαριά, 3ος όροφος, 2 ΔΣΤΚΑ, μόνον 560.000. Τηλ. 650-690. [516,669,667,695]
classified-ad: ΠΩΛΕΙΤΑΙ διαμέρισμα 90 μ2, 3ος όροφος, καινούργιο, με καλοριφέρ, 620.000. Τηλ. 854-579. [832,638,984,665]
classified-ad: ΠΩΛΕΙΤΑΙ διαμ. πλησίον Ζέσπα Βασ. Όλγας εις 5ον όροφ. μ2 92, με 2 ΔΣΤΚΑ, λοιπά κατασκευαί, μόνον 480.000. Τηλ. 835.100. [40,509,192,535]
classified-ad: ΠΩΛΕΙΤΑΙ διαμέρισμα 86 τ.μ. εις Κρήτης 2 ΔΣΤΚΑ 650.000. Τηλ. 828-933. [516,490,667,509]
classified-ad: ΠΩΛΕΙΤΑΙ κατάστημα στην Τσιμισκή, 45 μ2, με πατάρι. Τηλ. 212-209. [991,594,1142,612]
classified-ad: ΔΙΑΜΕΡΙΣΜΑ πλησίον 25ης Μαρτίου, 80 τ.μ. 1ος όροφος, λοιπά καινούργιο, 460 χιλ. Λιάκος, 513-737. [357,701,509,727]
classified-ad: ΠΩΛΕΙΤΑΙ στα τιμή ευκαιρίας εις την οδό Ροσσ. 3ος όροφος, καινούργιο. 2 δωμ., σαλ/τραπ., κουζ. λουτρό, μόνον 600.000 δρχ. Τηλ. 226-223. [199,243,351,277]
classified-ad: ΕΥΚΑΙΡΙΑ πωλείται διαμ. στην στάση Μαρτίου εις τας Βασ. Όλγας, μ2 82 με 2 ΔΣΤΚΑ, άριστο ποιότης, μόνον 320.000. Τηλ. 835.100. [40,313,192,347]
classified-ad: ΠΩΛΕΙΤΑΙ διαμέρισμα 90 τ.μ. εις 1ον όροφον, με 2 ΔΣΤΚΑ και 1 WC, 680.000. Τηλ. 277-179. [674,460,825,486]
classified-ad: ΣΤΗΝ Χαλκιδική πωλούνται οικόπεδα παραθαλάσσια, 500 μέτρα από την θάλασσα. Τηλ. 265-212. [832,818,984,844]
classified-ad: ΑΡΝΙΟΥΡΟΣ, Τηλ. 532-403. Πωλείται 2 ρετιρέ στην οδό Αγίου Γεωργίου Παπαδόπουλου μ2 3 ΔΣΤΚΑ 100 μ2 2 ΔΣΤΚΑ 4 ΔΙΑΜ κατασκευές καλοκαιριανές, με 5 τ.μ. προσφορά. [40,834,192,876]
classified-ad: ΚΑΛΛΗΣ. Διαμερίσματα στην Αρετσού με θέα θάλασσα, λεπτομέρειες στο γραφείο μας. Τηλ. 421-035. [40,1144,192,1170]
classified-ad: ΚΑΤΑΣΤΗΜΑ εις την Καλαμαριά, 50 τ.μ., εις την Κένταυρο 120 μ2, σαλόνι, κουζίνα, λουτρό. Τηλ. 513-737. [357,536,509,562]
classified-ad: ΕΝΟΙΚΙΑΖΕΤΑΙ διαμέρισμα 1 ΔΣΤ στην Τούμπα. Τηλ. 221-403. [1149,160,1226,194]
classified-ad: ΟΙΚΟΠΕΔΑ 80τον πλησίον κεντρικό δρόμου γωνιακό 300 μ2 για 650 χιλ. Τηλ. 511-503. [357,318,509,337]
classified-ad: ΖΗΤΕΙΤΑΙ διαμέρισμα 3 ή 4 δωματίων, δια αγορά, εις κεντρικό σημείο. Τηλ. 266-461. [674,722,825,740]
classified-ad: ΠΩΛΕΙΤΑΙ ρετιρέ με θέα εις Καλαμαριά. Τηλ. 527-286. [991,706,1142,724]
classified-ad: ΟΙΚΟΠΕΔΟΝ 4 στρεμμάτων εις Περαία, κατάλληλο για κατασκευή ξενοδοχειακής μονάδας. Τηλ. 821-434. [357,949,509,975]
classified-ad: ΔΙΑΜΕΡΙΣΜΑ 3 ΔΣΚ, 40 μ2, 3ος όροφος, καινούργιο 450 χιλ. Τηλ. 513-737. [357,731,509,750]
classified-ad: ΖΗΤΩ οικόπεδο πλησίον περιοχή Σταυρούπολης ή Αμπελοκήπων. Τηλ. 231-573. [357,844,509,862]
classified-ad: ΠΩΛΟΥΝΤΑΙ Οικόπεδα Πολίχνης 350 μ2 και 500 μ2, 32 μ2 τιμή 1.100. Τηλ. 511-503. [357,461,509,479]
classified-ad: ΕΥΚΑΙΡΙΑ πωλείται διαμ. στο Φάληρο, μ2 76 με 2 ΔΣΤΚΑ, λοιπά, κατασκευή 3ος, μόνον 400.000. Τηλ. 835.100. [40,418,192,445]
classified-ad: ΟΙΚΟΔΟΜΙΚΗ επιχείρησις πωλεί διαμερίσματα 1, 2 και 3 ΔΣΤΚΑ στην Καλαμαριά, όλα νέας κατασκευής. Τηλ. 538-282. [674,152,825,186]
classified-ad: ΠΩΛΕΙΤΑΙ μικρό αγροτεμάχιο πλησίον κατοικήσιμης περιοχής. Τηλ. 541-786. [991,205,1142,224]
classified-ad: ΠΩΛΕΙΤΑΙ κατάστημα ψιλικών εις την Τούμπα. Τηλ. 231-603. [991,683,1142,702]
classified-ad: ΠΩΛΕΙΤΑΙ διαμ. στο πάρκο Σαν Ζυρεις, 3ος όροφ. μ2 82 με 2 ΔΣΤΚΑ, μόνον 500.000, Τηλ. 835.100. [40,479,192,505]
classified-ad: ΠΩΛΕΙΤΑΙ ηλεκτρικό κατάστημα στην Εγνατία, εξοπλισμένο. Τηλ. 221-209. [991,504,1142,523]
classified-ad: ΠΩΛΕΙΤΑΙ οικόπεδο υπερτρέχον 30 μ2 εις την Καλαμαριά, τιμή ευκαιρίας. Τηλ. 810-354. [832,272,984,298]
classified-ad: ΔΙΑΘΕΣΙΣ ευκαιρίας διαμέρισμα 2 ΔΣΤ, 75 μ2, καινούργιο, κεντρικό. Τηλ. 259-512. [832,878,984,897]
classified-ad: ΟΙΚΟΠΕΔΟ εις αντιπαροχή επί της Μ. Αλεξάνδρου 500 τ.μ. προσφερόμενα στο 35% της κατασκευής. Τηλ. 234-162. [199,621,351,647]
classified-ad: ΑΡΝΙΟΥΡΟΣ, Τηλ. 532-403. Βοηθά στην Σισυφείου τους αριθμούς των πολυκατοικιών. Πολλά Χαρές Εύθερα και Στασιον ΑΠ. Πάλλας με όλα τα κομφόρ, με ευκαιρία ιδιαιτέρως. [40,880,192,922]
classifieds-banner [23,26,1988,117]
classified-ad: ΕΥΚΑΙΡΙΑ! Πωλείται διαμέρισμα 75 τ.μ. 2ος όροφος, καινούργιο, με όλα τα κομφόρ. Τηλ. 538-282. [674,190,825,216]
classified-ad: ΠΩΛΕΙΤΑΙ διαμέρισμα 60 τ.μ. εις την Αρετσού, 2ος όροφος, 440.000. Τηλ. 260-112. [674,438,825,456]
classified-ad: ΠΩΛΕΙΤΑΙ οικόπεδο 650 τ.μ. στην Πολίχνη, εντός σχεδίου. Τηλ. 265-212. [832,796,984,814]
ad-list [991,153,1142,881]
classified-ad: ΚΑΛΛΗΣ. Καταστήματα Βούλγαρη 500 μ2 4.000.000, Καλαμαριά 250 μ2 3.000.000. Τηλ. 421-035. [40,1084,192,1110]
classified-ad: ΕΝΟΙΚΙΑΖΕΤΑΙ κατάστημα 100 μ2 εις κεντρικό δρόμο. Τηλ. 271-295. [1149,597,1226,631]
classified-ad: ΤΡΑΒΙΣΑ πωλείται διαμέρισμα με θέα 120 μ2, 3 ΔΣΤΚΑ, καινούργιο. Τηλ. 425-281. [674,333,825,351]
classified-ad: ΚΑΛΛΗΣ. Έλληνες του εξωτερικού, σας προσφέρουμε επενδύσεις στη Θεσσαλονίκη. Επισκεφθείτε μας. Τηλ. 421-035. [40,1204,192,1230]
classified-ad: ΒΑΛΕΤΟΠΟΥΛΟΣ, Τηλ. 230-373. Οικόπεδο 400 τ.μ. σε κεντρικό σημείο της Καλαμαριάς, αντιπαροχή. [199,1003,351,1030]
classified-ad: ΠΩΛΟΥΝΤΑΙ διαμερίσματα του 1, 2 και 3 δωμ., σαλ/τραπ., ετοιμοπαράδοτα και δυο άτομα και με δυνατότητα ενιαίου της πολυκατοικίας στην οδό Πλατάνου, Άνω και Κάτω Τούμπα. Τηλ. 220-223. [199,122,351,164]
classified-ad: ΠΩΛΕΙΤΑΙ διαμέρισμα 2 ΔΣΤΚΑ 72 μ2 εις 3ον όροφον, 500.000. Τηλ. 828-635. [832,421,984,440]
classified-ad: ΠΑΡΑΘΑΛΑΣΣΙΑ οικόπεδα στην Νέα Πλάγια Χαλκιδικής. Τηλ. 265-212. [832,773,984,792]
classified-ad: ΕΝΟΙΚΙΑΖΕΤΑΙ ρετιρέ 75 μ2 με θέα. Τηλ. 763-692. [1149,409,1226,435]
classified-ad: ΝΑΛΜΠΑΝΤΗΣ, κτηματικαί συναλλαγαί, Ι. Δραγούμη 61, τηλ. 524-827. [516,122,667,140]
